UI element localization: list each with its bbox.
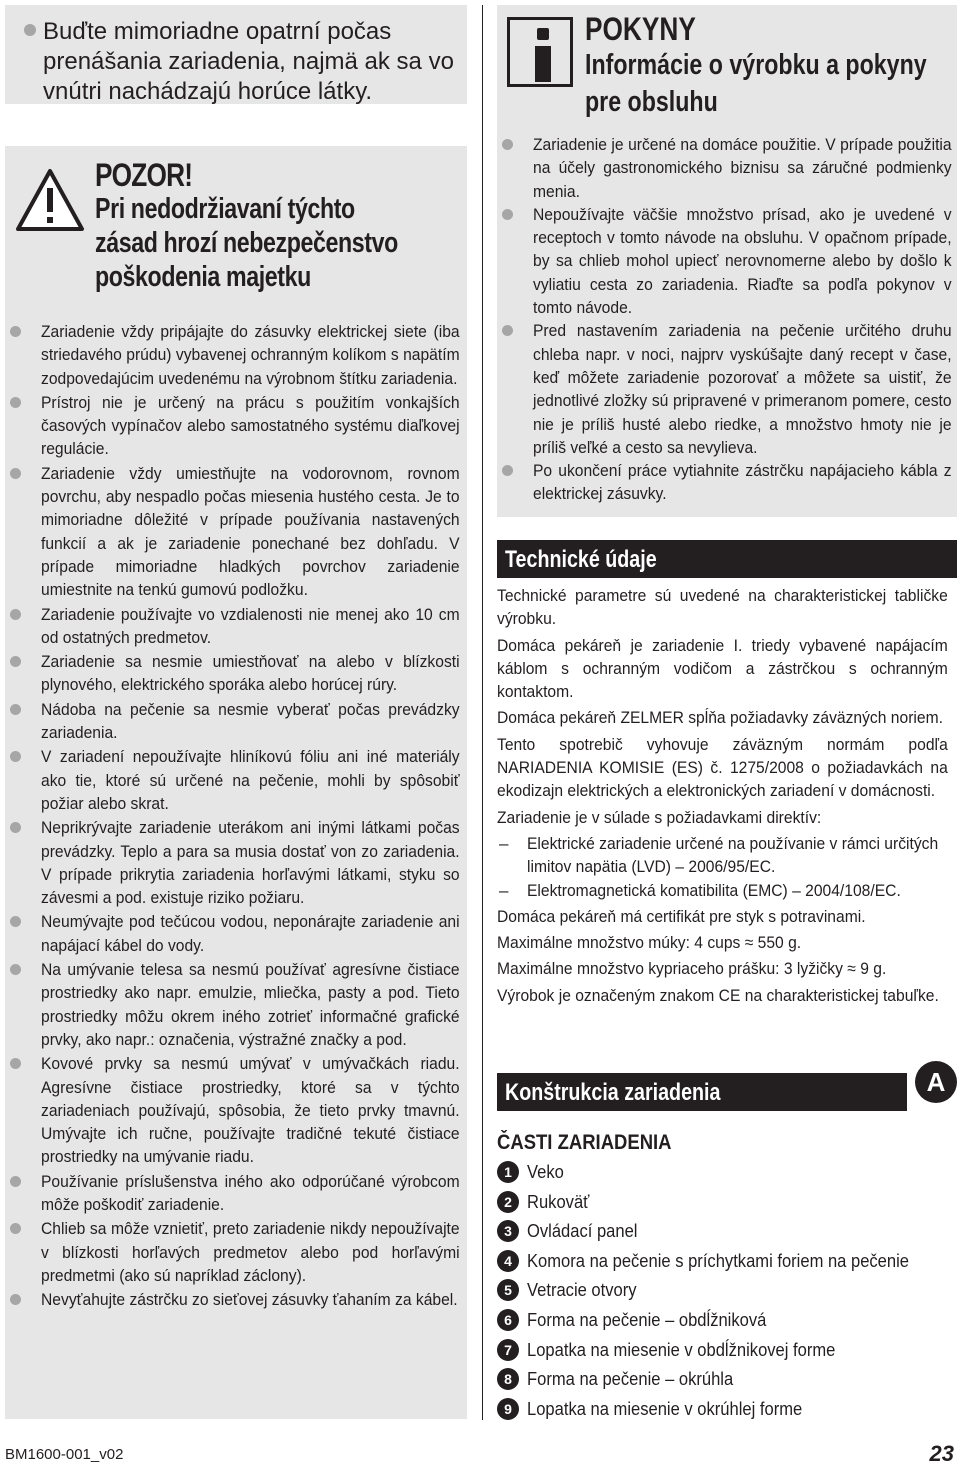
bullet-icon: [10, 964, 21, 975]
list-item: 5 Vetracie otvory: [497, 1277, 957, 1307]
number-badge: 6: [497, 1309, 519, 1331]
list-item: 2 Rukoväť: [497, 1189, 957, 1219]
number-badge: 5: [497, 1279, 519, 1301]
list-item: 4 Komora na pečenie s príchytkami foriem na pečenie: [497, 1248, 957, 1278]
warning-header: [15, 158, 455, 318]
info-subtitle: Informácie o výrobku a pokyny pre obsluhu: [585, 49, 927, 118]
section-letter-badge: A: [915, 1061, 957, 1103]
bullet-icon: [10, 397, 21, 408]
list-item: Chlieb sa môže vznietiť, preto zariadenie nikdy nepoužívajte v blízkosti horľavých predmetov alebo pod horľavými predmetmi (ako sú napríklad záclony).: [5, 1217, 457, 1287]
bullet-icon: [10, 1176, 21, 1187]
directive-item: – Elektromagnetická komatibilita (EMC) – 2004/108/EC.: [499, 880, 901, 900]
paragraph: Domáca pekáreň ZELMER spĺňa požiadavky záväzných noriem.: [497, 708, 943, 728]
list-item: 9 Lopatka na miesenie v okrúhlej forme: [497, 1396, 957, 1426]
list-item: Prístroj nie je určený na prácu s použitím vonkajších časových vypínačov alebo samostatného systému diaľkovej regulácie.: [5, 391, 457, 461]
list-item: Zariadenie sa nesmie umiestňovať na alebo v blízkosti plynového, elektrického sporáka alebo horúcej rúry.: [5, 650, 457, 697]
bullet-icon: [24, 24, 36, 36]
list-item: 8 Forma na pečenie – okrúhla: [497, 1366, 957, 1396]
list-item: V zariadení nepoužívajte hliníkovú fóliu ani iné materiály ako tie, ktoré sú určené na pečenie, mohli by spôsobiť požiar alebo skrat.: [5, 745, 457, 815]
list-item: Po ukončení práce vytiahnite zástrčku napájacieho kábla z elektrickej zásuvky.: [497, 459, 952, 506]
parts-title: ČASTI ZARIADENIA: [497, 1131, 672, 1154]
top-bullet: Buďte mimoriadne opatrní počas prenášania zariadenia, najmä ak sa vo vnútri nachádzajú horúce látky.: [19, 17, 459, 107]
list-item: 1 Veko: [497, 1159, 957, 1189]
bullet-icon: [10, 916, 21, 927]
paragraph: Maximálne množstvo múky: 4 cups ≈ 550 g.: [497, 933, 802, 953]
list-item: Zariadenie je určené na domáce použitie. V prípade použitia na účely gastronomického biznisu sa záručné podmienky menia.: [497, 133, 952, 203]
paragraph: Maximálne množstvo kypriaceho prášku: 3 lyžičky ≈ 9 g.: [497, 959, 887, 979]
list-item: Na umývanie telesa sa nesmú používať agresívne čistiace prostriedky ako napr. emulzie, mliečka, pasty a pod. Tieto prostriedky môžu okrem iného zotrieť informačné grafické prvky, ako napr.: označenia, výstražné značky a pod.: [5, 958, 457, 1051]
bullet-icon: [502, 465, 513, 476]
bullet-icon: [10, 656, 21, 667]
paragraph: Domáca pekáreň má certifikát pre styk s potravinami.: [497, 906, 866, 926]
warning-list: [5, 320, 460, 1312]
list-item: Nevyťahujte zástrčku zo sieťovej zásuvky ťahaním za kábel.: [5, 1288, 457, 1311]
parts-list: [497, 1159, 957, 1425]
bullet-icon: [502, 139, 513, 150]
list-item: Pred nastavením zariadenia na pečenie určitého druhu chleba napr. v noci, najprv vyskúšajte daný recept v čase, keď môžete zariadenie pozorovať a môžete sa uistiť, že jednotlivé zložky sú pripravené v primeranom pomere, cesto nie je príliš husté alebo riedke, a množstvo hmoty nie je príliš veľké a cesto sa nevylieva.: [497, 319, 952, 459]
list-item: Nádoba na pečenie sa nesmie vyberať počas prevádzky zariadenia.: [5, 698, 457, 745]
number-badge: 3: [497, 1220, 519, 1242]
number-badge: 2: [497, 1191, 519, 1213]
list-item: Nepoužívajte väčšie množstvo prísad, ako je uvedené v receptoch v tomto návode na obsluhu. V opačnom prípade, by sa chlieb mohol upiecť nerovnomerne alebo by došlo k vyliatiu cesta zo zariadenia. Riaďte sa podľa pokynov v tomto návode.: [497, 203, 952, 319]
info-box: [497, 5, 957, 517]
bullet-icon: [10, 1294, 21, 1305]
bullet-icon: [502, 325, 513, 336]
list-item: Zariadenie používajte vo vzdialenosti nie menej ako 10 cm od ostatných predmetov.: [5, 603, 457, 650]
bullet-icon: [10, 704, 21, 715]
technical-section: [497, 584, 957, 1010]
warning-title: POZOR!: [95, 157, 193, 193]
bullet-icon: [10, 326, 21, 337]
technical-heading: Technické údaje: [497, 540, 957, 578]
paragraph: Tento spotrebič vyhovuje záväzným normám podľa NARIADENIA KOMISIE (ES) č. 1275/2008 o požiadavkách na ekodizajn elektrických a elektronických zariadení v domácnosti.: [497, 734, 948, 801]
list-item: Kovové prvky sa nesmú umývať v umývačkách riadu. Agresívne čistiace prostriedky, ktoré sa v týchto zariadeniach používajú, spôsobia, že tieto prvky tmavnú. Umývajte ich ručne, používajte tradičné tekuté čistiace prostriedky na umývanie riadu.: [5, 1052, 457, 1168]
top-note-box: [5, 5, 467, 104]
list-item: 3 Ovládací panel: [497, 1218, 957, 1248]
number-badge: 4: [497, 1250, 519, 1272]
info-icon: [507, 17, 573, 87]
warning-subtitle: Pri nedodržiavaní týchto zásad hrozí nebezpečenstvo poškodenia majetku: [95, 193, 398, 293]
list-item: 6 Forma na pečenie – obdĺžniková: [497, 1307, 957, 1337]
bullet-icon: [10, 468, 21, 479]
paragraph: Technické parametre sú uvedené na charakteristickej tabličke výrobku.: [497, 586, 948, 629]
number-badge: 7: [497, 1339, 519, 1361]
warning-triangle-icon: [15, 168, 85, 232]
info-list: [497, 133, 952, 506]
list-item: Používanie príslušenstva iného ako odporúčané výrobcom môže poškodiť zariadenie.: [5, 1170, 457, 1217]
list-item: 7 Lopatka na miesenie v obdĺžnikovej forme: [497, 1337, 957, 1367]
number-badge: 9: [497, 1398, 519, 1420]
paragraph: Domáca pekáreň je zariadenie I. triedy vybavené napájacím káblom s ochranným vodičom a zástrčkou s ochranným kontaktom.: [497, 635, 948, 702]
paragraph: Výrobok je označeným znakom CE na charakteristickej tabuľke.: [497, 985, 939, 1005]
paragraph: Zariadenie je v súlade s požiadavkami direktív:: [497, 807, 822, 827]
warning-box: [5, 146, 467, 1419]
number-badge: 1: [497, 1161, 519, 1183]
bullet-icon: [10, 822, 21, 833]
bullet-icon: [10, 1223, 21, 1234]
document-code: BM1600-001_v02: [5, 1446, 124, 1463]
bullet-icon: [10, 1058, 21, 1069]
number-badge: 8: [497, 1368, 519, 1390]
directive-item: – Elektrické zariadenie určené na používanie v rámci určitých limitov napätia (LVD) – 2006/95/EC.: [499, 833, 939, 877]
construction-heading: Konštrukcia zariadenia: [497, 1073, 907, 1111]
list-item: Neprikrývajte zariadenie uterákom ani inými látkami počas prevádzky. Teplo a para sa musia dostať von zo zariadenia. V prípade prikrytia zariadenia horľavými látkami, styku so závesmi a pod. existuje riziko požiaru.: [5, 816, 457, 909]
list-item: Zariadenie vždy umiestňujte na vodorovnom, rovnom povrchu, aby nespadlo počas miesenia hustého cesta. Je to mimoriadne dôležité v prípade používania nastavených funkcií a ak je zariadenie ponechané bez dohľadu. V prípade mimoriadne hladkých povrchov zariadenie umiestnite na tenkú gumovú podložku.: [5, 462, 457, 602]
info-title: POKYNY: [585, 11, 696, 47]
bullet-icon: [10, 609, 21, 620]
list-item: Neumývajte pod tečúcou vodou, neponárajte zariadenie ani napájací kábel do vody.: [5, 910, 457, 957]
page-number: 23: [929, 1441, 954, 1466]
bullet-icon: [10, 751, 21, 762]
bullet-icon: [502, 209, 513, 220]
list-item: Zariadenie vždy pripájajte do zásuvky elektrickej siete (iba striedavého prúdu) vybavenej ochranným kolíkom s napätím zodpovedajúcim uvedenému na výrobnom štítku zariadenia.: [5, 320, 457, 390]
